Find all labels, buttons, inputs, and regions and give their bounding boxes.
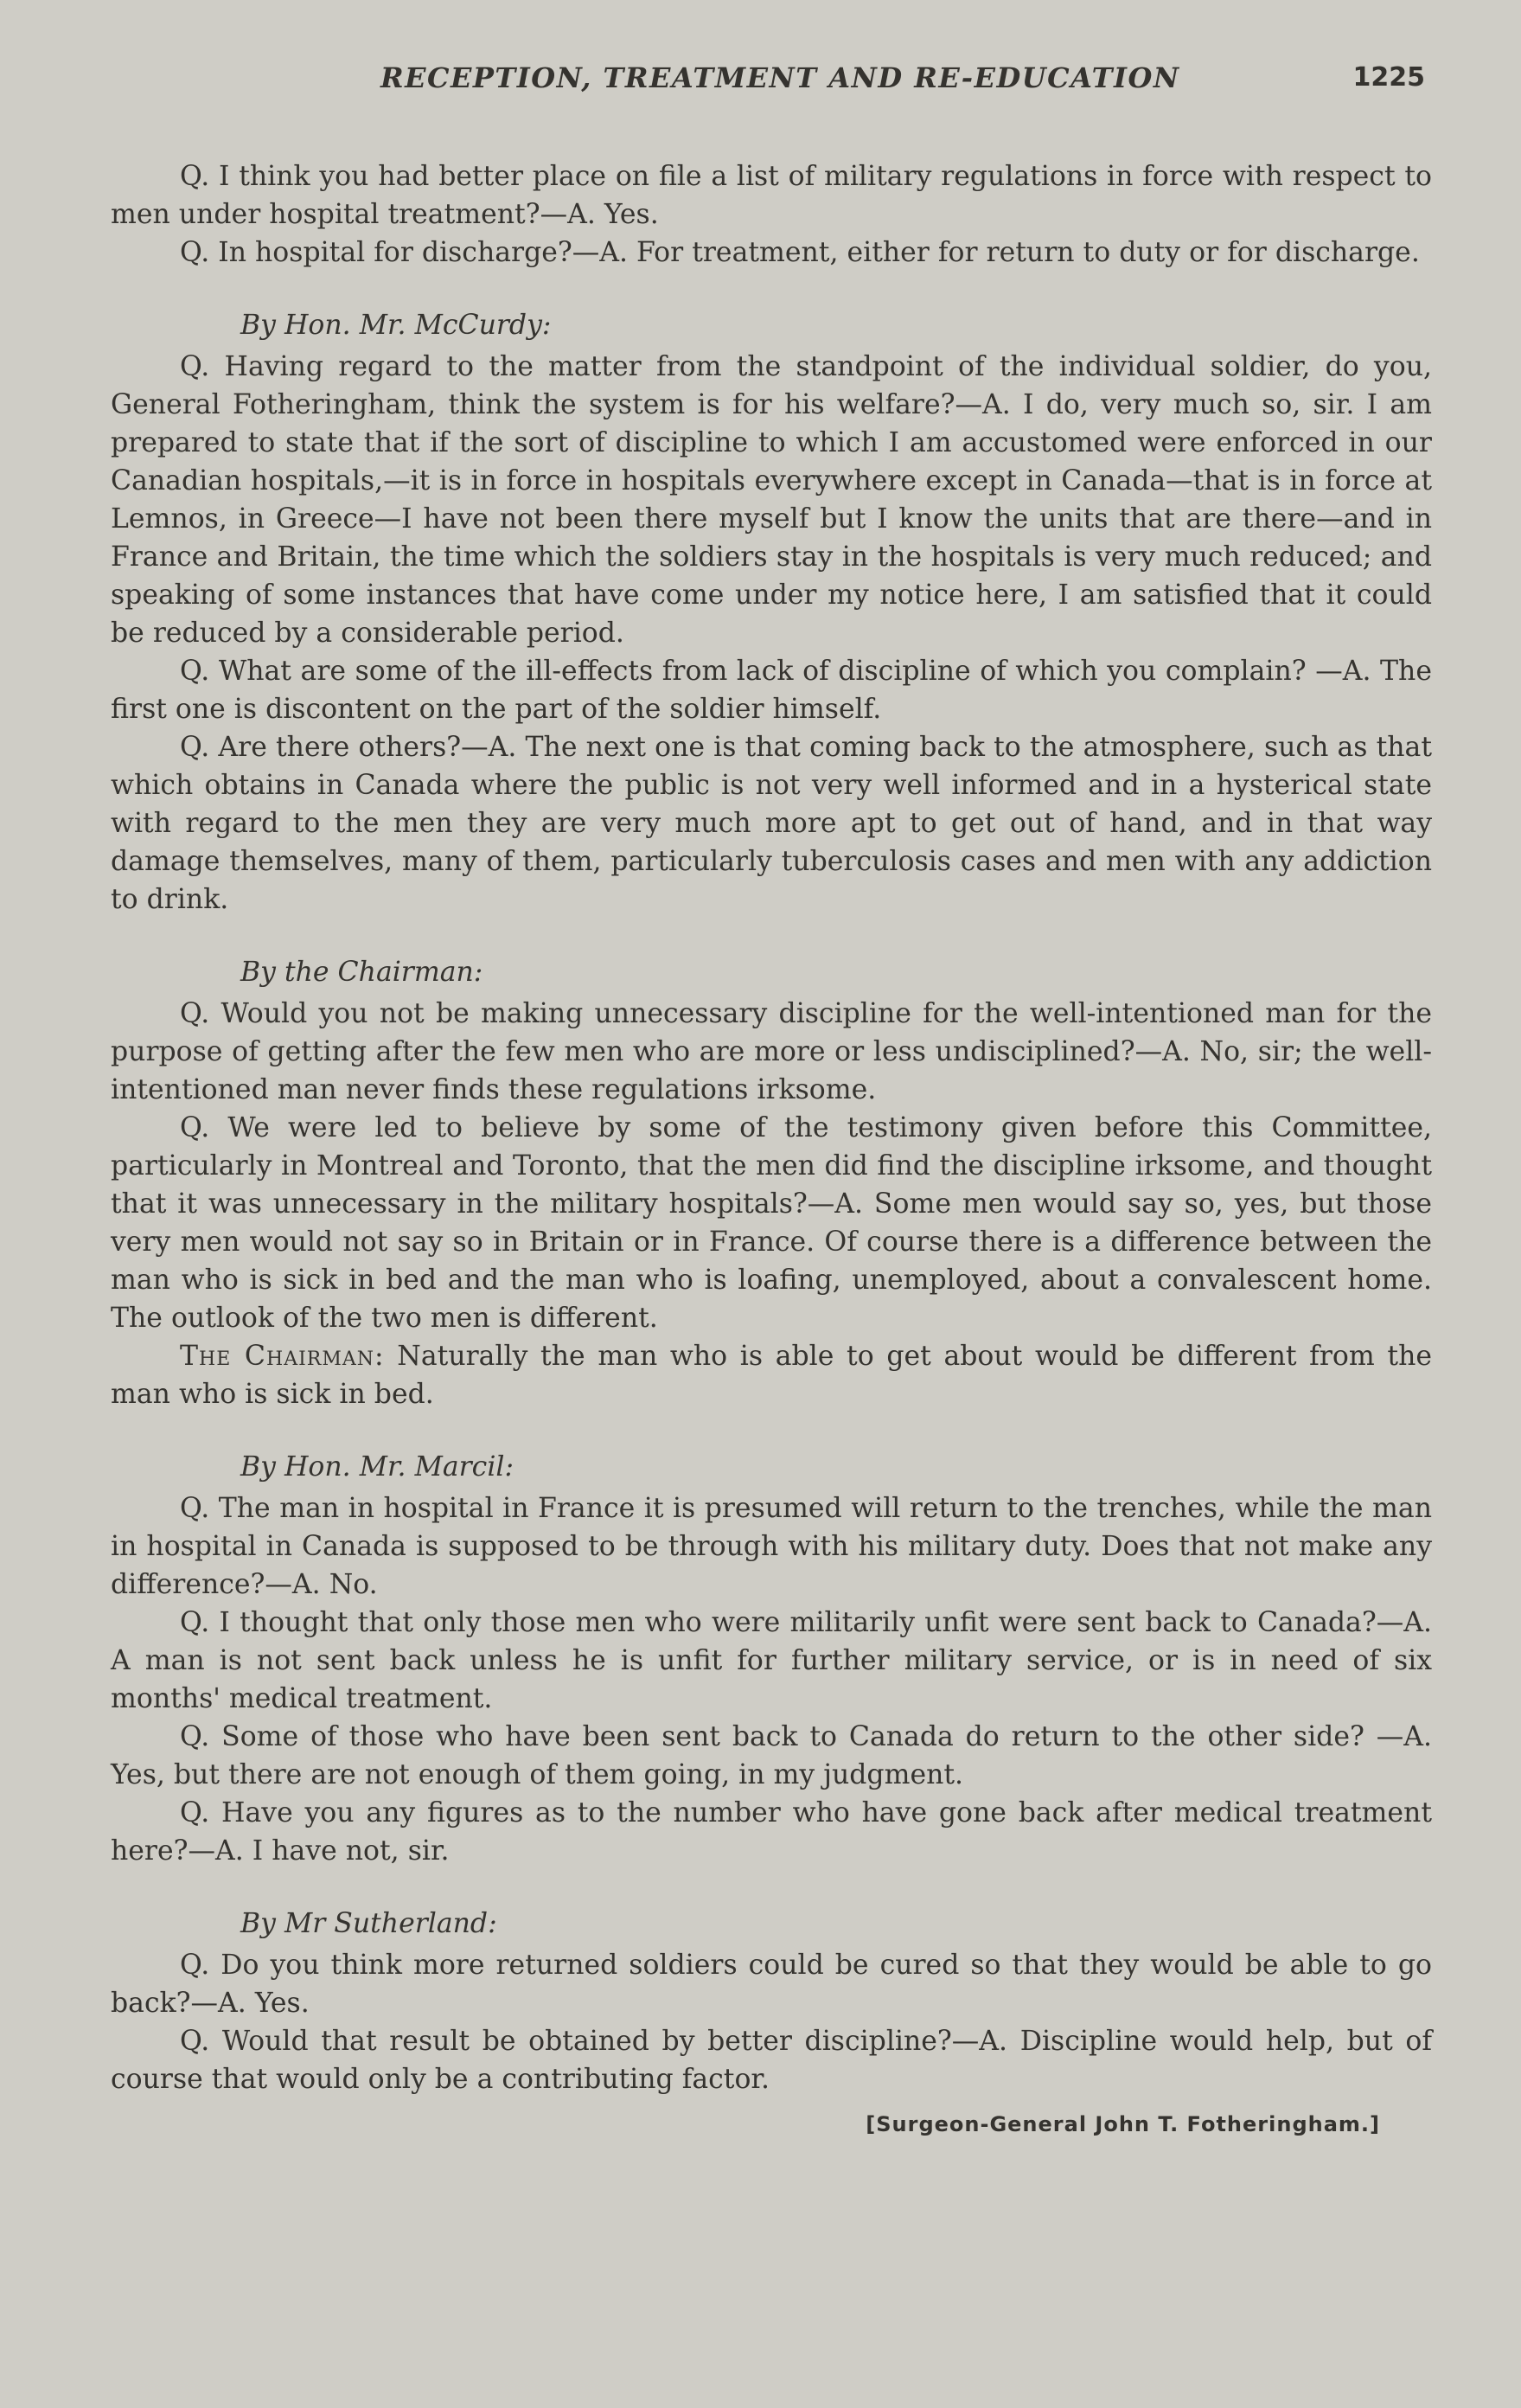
paragraph: Q. Have you any figures as to the number who have gone back after medical treatment here?—A. I have not, sir. bbox=[111, 1797, 1432, 1867]
witness-signature: [Surgeon-General John T. Fotheringham.] bbox=[866, 2112, 1380, 2136]
paragraph: Q. I thought that only those men who were militarily unfit were sent back to Canada?—A. A man is not sent back unless he is unfit for further military service, or is in need of six months' medical treatment. bbox=[111, 1607, 1432, 1714]
running-title: RECEPTION, TREATMENT AND RE-EDUCATION bbox=[380, 61, 1180, 94]
paragraph: Q. Would you not be making unnecessary discipline for the well-intentioned man for the purpose of getting after the few men who are more or less undisciplined?—A. No, sir; the well-intentioned man never finds these regulations irksome. bbox=[111, 998, 1432, 1105]
paragraph: Q. Some of those who have been sent back to Canada do return to the other side? —A. Yes, but there are not enough of them going, in my judgment. bbox=[111, 1721, 1432, 1790]
body-text bbox=[111, 157, 1432, 2143]
page-header bbox=[380, 59, 1470, 97]
paragraph: Q. We were led to believe by some of the testimony given before this Committee, particularly in Montreal and Toronto, that the men did find the discipline irksome, and thought that it was unnecessary in the military hospitals?—A. Some men would say so, yes, but those very men would not say so in Britain or in France. Of course there is a difference between the man who is sick in bed and the man who is loafing, unemployed, about a convalescent home. The outlook of the two men is different. bbox=[111, 1112, 1432, 1334]
speaker-label: The Chairman: bbox=[180, 1341, 385, 1372]
paragraph: Q. Do you think more returned soldiers could be cured so that they would be able to go back?—A. Yes. bbox=[111, 1950, 1432, 2019]
paragraph: Q. The man in hospital in France it is presumed will return to the trenches, while the man in hospital in Canada is supposed to be through with his military duty. Does that not make any difference?—A. No. bbox=[111, 1493, 1432, 1600]
paragraph bbox=[111, 1337, 1432, 1413]
paragraph: Q. I think you had better place on file a list of military regulations in force with respect to men under hospital treatment?—A. Yes. bbox=[111, 161, 1432, 230]
page-number: 1225 bbox=[1352, 62, 1425, 93]
section-heading-chairman: By the Chairman: bbox=[240, 957, 483, 988]
section-heading-mccurdy: By Hon. Mr. McCurdy: bbox=[240, 310, 552, 341]
section-heading-marcil: By Hon. Mr. Marcil: bbox=[240, 1451, 514, 1483]
paragraph: Q. Are there others?—A. The next one is that coming back to the atmosphere, such as that which obtains in Canada where the public is not very well informed and in a hysterical state with regard to the men they are very much more apt to get out of hand, and in that way damage themselves, many of them, particularly tuberculosis cases and men with any addiction to drink. bbox=[111, 732, 1432, 915]
paragraph: Q. Would that result be obtained by better discipline?—A. Discipline would help, but of course that would only be a contributing factor. bbox=[111, 2026, 1432, 2095]
paragraph: Q. Having regard to the matter from the standpoint of the individual soldier, do you, General Fotheringham, think the system is for his welfare?—A. I do, very much so, sir. I am prepared to state that if the sort of discipline to which I am accustomed were enforced in our Canadian hospitals,—it is in force in hospitals everywhere except in Canada—that is in force at Lemnos, in Greece—I have not been there myself but I know the units that are there—and in France and Britain, the time which the soldiers stay in the hospitals is very much reduced; and speaking of some instances that have come under my notice here, I am satisfied that it could be reduced by a considerable period. bbox=[111, 351, 1432, 649]
paragraph: Q. What are some of the ill-effects from lack of discipline of which you complain? —A. The first one is discontent on the part of the soldier himself. bbox=[111, 656, 1432, 725]
speaker-text: Naturally the man who is able to get about would be different from the man who is sick in bed. bbox=[111, 1341, 1432, 1410]
paragraph: Q. In hospital for discharge?—A. For treatment, either for return to duty or for discharge. bbox=[180, 237, 1420, 268]
section-heading-sutherland: By Mr Sutherland: bbox=[240, 1908, 497, 1939]
